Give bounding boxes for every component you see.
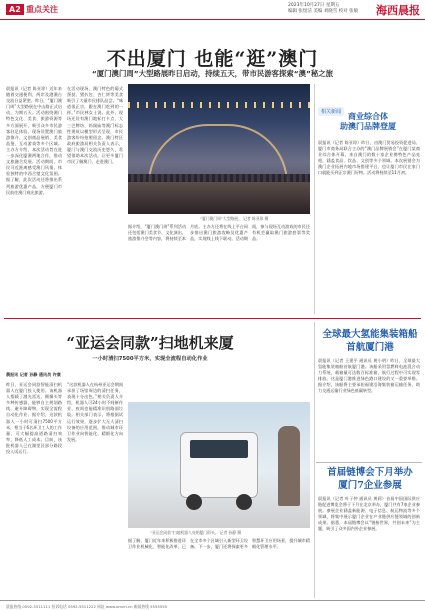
related-news-tag: 相关新闻	[318, 107, 344, 116]
robot-wheel	[186, 494, 202, 510]
photo-ground	[128, 182, 310, 214]
robot-screen	[190, 440, 248, 458]
story2-photo	[128, 402, 310, 528]
lead-column-3: 据介绍，“厦门澳门周”系列活动还包括澳门美食节、文化演出、旅游推介会等内容，将持续至本月底。主办方还将在线上平台同步推出澳门旅游攻略及优惠产品，实现线上线下联动。活动期间，参与现场互动游戏的市民还有机会赢取澳门旅游套票等奖品。	[128, 224, 310, 242]
photo-lights	[128, 102, 310, 108]
date-line	[288, 3, 378, 15]
section-divider	[4, 318, 421, 319]
page-header	[0, 0, 425, 20]
editor-text: 编辑 张煜洁 美编 刘晓雪 校对 张敏	[288, 9, 359, 14]
story3-text: 晨报讯（记者 王建平 通讯员 黄小明）昨日，全球最大氢能集装箱船首航厦门港。该船采用氢燃料电池混合动力系统，载箱量可达数百标准箱，航行过程中可实现零排放。这是厦门港推进绿色港口建设的又一重要举措。据介绍，该船将主要承担福建沿海集装箱运输任务，助力交通运输行业绿色低碳转型。	[318, 358, 420, 394]
related-news-title: 商业综合体 助澳门品牌登厦	[340, 112, 396, 131]
column-divider	[314, 84, 315, 314]
robot-wheel	[236, 494, 252, 510]
lead-column-1: 晨报讯（记者 陈亚琼）近年来随着交通便利，两岸及港澳台交流日益紧密。昨日，“厦门澳门周”大型路展在中山路正式启动，为期五天。活动围绕澳门特色文化、美食、旅游资源等多方面展开，吸引众多市民游客驻足体验。现场设置澳门旅游推介、文创商品展销、美食品鉴、互动游戏等多个区域。主办方介绍，本次活动旨在进一步深化厦澳两地合作，推动文旅融合发展。活动期间，市民可近距离感受澳门风情，体验独特的中西合璧文化氛围。据了解，此次活动还将推出系列旅游优惠产品，方便厦门市民前往澳门观光旅游。	[6, 86, 62, 195]
story4-headline: 首届链博会下月举办 厦门7企业参展	[327, 467, 413, 491]
lead-column-2: 在活动现场，澳门特色的葡式蛋挞、猪扒包、杏仁饼等美食吸引了大量市民排队品尝。“味道很正宗，跟在澳门吃到的一样。”市民林女士说。此外，现场还设有澳门地标打卡点，大三巴牌坊、妈阁庙等澳门标志性建筑以模型形式呈现，市民游客纷纷拍照留念。澳门特区政府旅游局相关负责人表示，厦门与澳门交流历史悠久，希望借助本次活动，让更多厦门市民了解澳门、走进澳门。	[67, 86, 123, 165]
section-title: 重点关注	[26, 5, 58, 14]
page-footer: 晨报热线 0592-5511111 投诉电话 0592-5511222 网址 www.xmnn.cn 新闻热线 5555555	[0, 600, 425, 611]
lead-headline: 不出厦门 也能“逛”澳门	[106, 48, 319, 70]
story-divider	[316, 462, 422, 463]
story2-byline: 晨报讯 记者 孙静 通讯员 许康	[6, 372, 61, 377]
story2-headline: “亚运会同款”扫地机来厦	[66, 334, 234, 352]
story3-headline: 全球最大氢能集装箱船 首航厦门港	[322, 329, 418, 353]
date-text: 2023年10月27日 星期五	[288, 3, 340, 8]
story2-photo-caption: “亚运会同款”扫地机器人亮相厦门街头。 记者 孙静 摄	[150, 530, 242, 535]
photo-person	[278, 426, 300, 506]
story2-column-2: “这款机器人在杭州亚运会期间承担了场馆周边的清扫任务，表现十分出色。”相关负责人介绍，机器人可24小时不间断作业，夜间也能精准识别路面垃圾。相关部门表示，将根据试运行效果，逐步扩大无人清扫设备的应用范围，推动城市环卫作业向智能化、精细化方向发展。	[67, 382, 123, 442]
story2-subheadline: 一小时清扫7500平方米，实现全流程自动化作业	[92, 356, 208, 362]
masthead-logo: 海西晨报	[376, 4, 420, 17]
related-news-text: 晨报讯（记者 陈亚琼）昨日，由澳门贸易投资促进局、厦门市商务局联合主办的“澳门品牌展销会”在厦门某商业综合体开幕。来自澳门的数十家企业携特色产品亮相，涵盖食品、饮品、文创等多个领域。本次展销会为澳门企业拓展内地市场搭建平台，也让厦门市民在家门口就能买到正宗澳门好物。活动将持续至11月初。	[318, 140, 420, 176]
page-number: A2	[6, 4, 24, 15]
story2-column-3: 据了解，厦门近年来积极推进环卫作业机械化、智能化改革，已在全市多个区域引入新型环卫设备。下一步，厦门还将探索更多智慧环卫应用场景，提升城市精细化管理水平。	[128, 538, 310, 550]
column-divider	[314, 322, 315, 598]
story2-column-1: 昨日，亚运会同款智能清扫机器人在厦门投入使用。该机器人搭载了激光雷达、摄像头等多种传感器，能够自主规划路线、避开障碍物，实现全流程自动化作业。据介绍，这款机器人一小时可清扫7500平方米，相当于6名环卫工人的工作量，可大幅提高道路清扫效率，降低人工成本。目前，该批机器人已在湖里区部分路段投入试运行。	[6, 382, 62, 455]
lead-photo-caption: “厦门澳门周”大型路展。 记者 陈亚琼 摄	[200, 216, 269, 221]
story4-text: 晨报讯（记者 叶子仲 通讯员 黄莉）首届中国国际供应链促进博览会将于下月在北京举办，厦门共有7家企业参展。参展企业涵盖新能源、电子信息、航运物流等多个领域，将集中展示厦门企业在产业链供应链领域的创新成果。据悉，本届链博会以“链接世界，共创未来”为主题，吸引了众多国内外企业参展。	[318, 496, 420, 532]
lead-photo	[128, 84, 310, 214]
lead-subheadline: “厦门澳门周”大型路展昨日启动，持续五天，带市民游客探索“澳”秘之旅	[91, 69, 334, 78]
